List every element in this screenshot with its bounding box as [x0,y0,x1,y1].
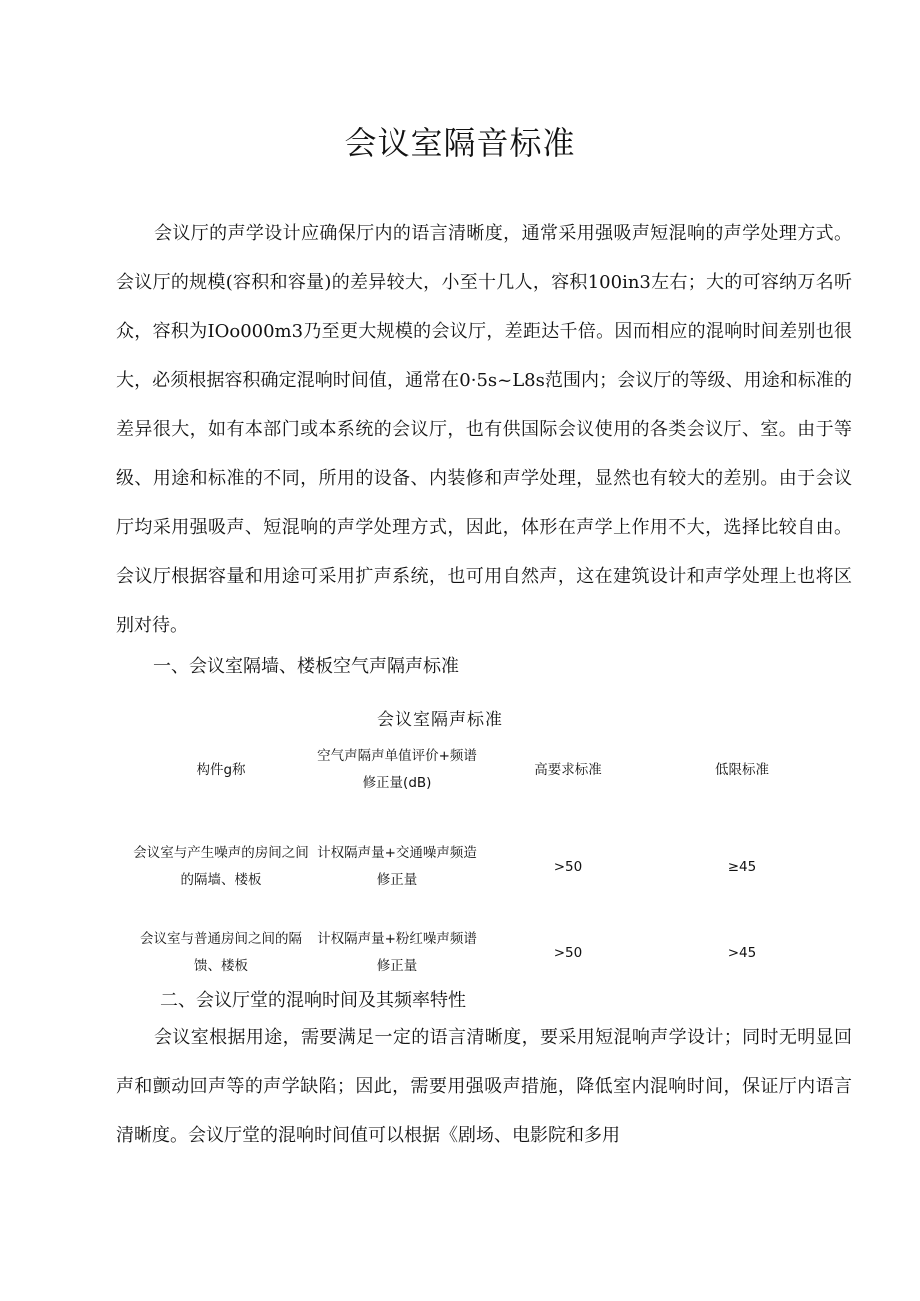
table-row [130,910,830,996]
section-heading-1: 一、会议室隔墙、楼板空气声隔声标准 [153,656,459,677]
row-component: 会议室与产生噪声的房间之间的隔墙、楼板 [133,845,309,888]
row-rating: 计权隔声量+粉红噪声频谱修正量 [317,931,477,974]
row-low-value: ≥45 [727,858,757,875]
row-rating: 计权隔声量+交通噪声频造修正量 [317,845,477,888]
row-high-value: >50 [553,858,583,875]
sound-insulation-table [130,740,830,996]
document-title: 会议室隔音标准 [344,124,576,162]
header-component: 构件g称 [196,761,246,778]
header-high-standard: 高要求标准 [534,761,602,778]
section-heading-2: 二、会议厅堂的混响时间及其频率特性 [160,990,466,1011]
reverberation-paragraph: 会议室根据用途，需要满足一定的语言清晰度，要采用短混响声学设计；同时无明显回声和颤动回声等的声学缺陷；因此，需要用强吸声措施，降低室内混响时间，保证厅内语言清晰度。会议厅堂的混响时间值可以根据《剧场、电影院和多用 [116,1027,852,1146]
row-component: 会议室与普通房间之间的隔馈、楼板 [140,931,302,974]
row-low-value: >45 [727,944,757,961]
intro-paragraph: 会议厅的声学设计应确保厅内的语言清晰度，通常采用强吸声短混响的声学处理方式。会议厅的规模(容积和容量)的差异较大，小至十几人，容积100in3左右；大的可容纳万名听众，容积为IOo000m3乃至更大规模的会议厅，差距达千倍。因而相应的混响时间差别也很大，必须根据容积确定混响时间值，通常在0·5s~L8s范围内；会议厅的等级、用途和标准的差异很大，如有本部门或本系统的会议厅，也有供国际会议使用的各类会议厅、室。由于等级、用途和标准的不同，所用的设备、内装修和声学处理，显然也有较大的差别。由于会议厅均采用强吸声、短混响的声学处理方式，因此，体形在声学上作用不大，选择比较自由。会议厅根据容量和用途可采用扩声系统，也可用自然声，这在建筑设计和声学处理上也将区别对待。 [116,223,852,636]
table-header-row [130,740,830,800]
header-low-standard: 低限标准 [715,761,769,778]
row-high-value: >50 [553,944,583,961]
table-caption: 会议室隔声标准 [377,710,503,730]
header-rating: 空气声隔声单值评价+频谱修正量(dB) [317,748,477,791]
table-row [130,824,830,910]
